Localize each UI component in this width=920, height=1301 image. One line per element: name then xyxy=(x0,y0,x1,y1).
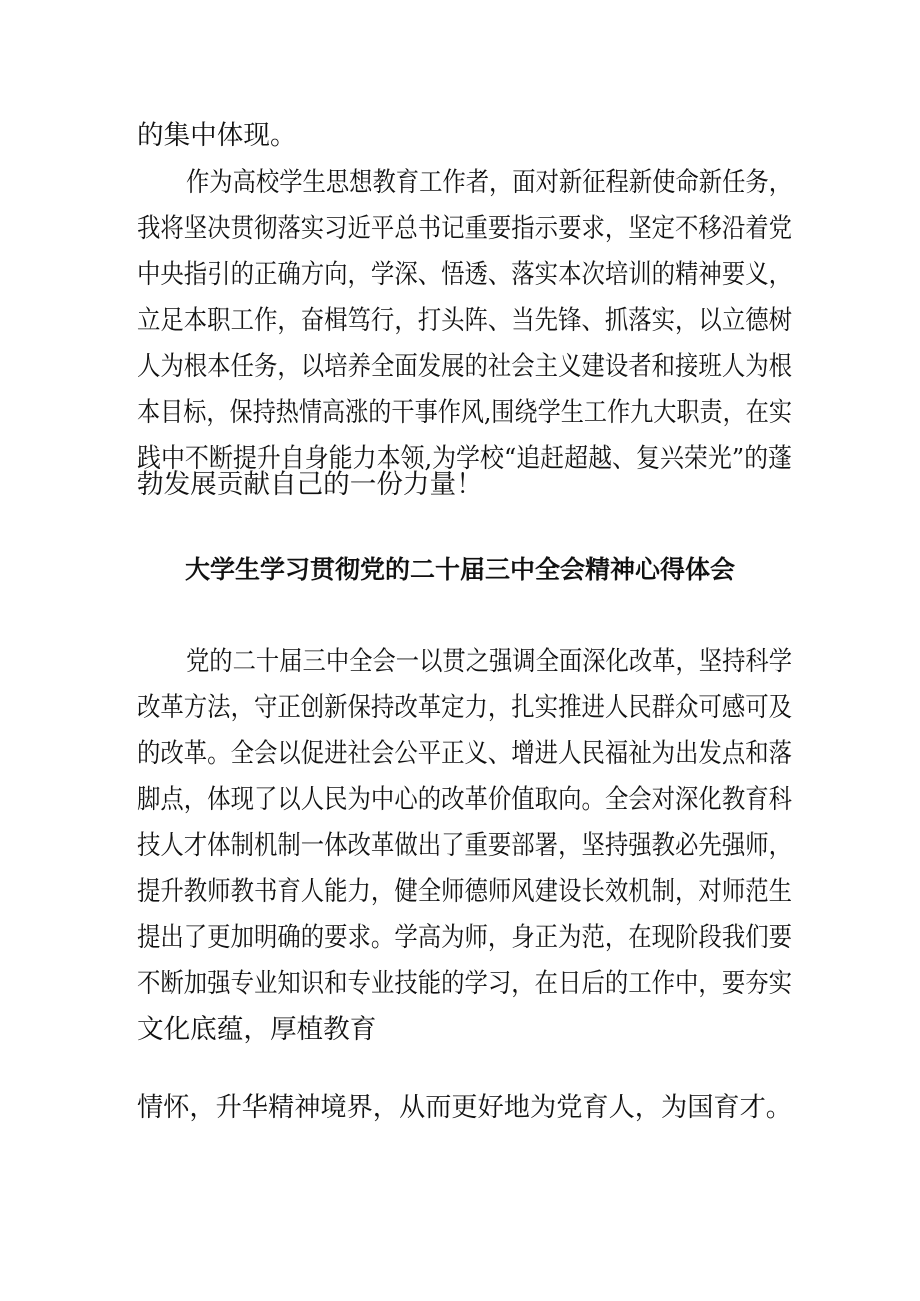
paragraph-line: 情怀，升华精神境界，从而更好地为党育人，为国育才。 xyxy=(137,1092,792,1123)
paragraph-line: 不断加强专业知识和专业技能的学习，在日后的工作中，要夯实 xyxy=(137,968,792,999)
paragraph-line: 勃发展贡献自己的一份力量！ xyxy=(137,469,483,500)
paragraph-line: 提升教师教书育人能力，健全师德师风建设长效机制，对师范生 xyxy=(137,876,792,907)
paragraph-line: 本目标，保持热情高涨的干事作风,围绕学生工作九大职责，在实 xyxy=(137,397,792,428)
paragraph-line: 的改革。全会以促进社会公平正义、增进人民福祉为出发点和落 xyxy=(137,738,792,769)
paragraph-line: 的集中体现。 xyxy=(137,120,297,151)
paragraph-line: 人为根本任务，以培养全面发展的社会主义建设者和接班人为根 xyxy=(137,351,792,382)
paragraph-line: 立足本职工作，奋楫笃行，打头阵、当先锋、抓落实，以立德树 xyxy=(137,305,792,336)
article-title: 大学生学习贯彻党的二十届三中全会精神心得体会 xyxy=(184,555,735,584)
paragraph-line: 我将坚决贯彻落实习近平总书记重要指示要求，坚定不移沿着党 xyxy=(137,213,792,244)
paragraph-line: 提出了更加明确的要求。学高为师，身正为范，在现阶段我们要 xyxy=(137,922,792,953)
paragraph-line: 改革方法，守正创新保持改革定力，扎实推进人民群众可感可及 xyxy=(137,692,792,723)
paragraph-line: 作为高校学生思想教育工作者，面对新征程新使命新任务， xyxy=(186,167,792,198)
paragraph-line: 脚点，体现了以人民为中心的改革价值取向。全会对深化教育科 xyxy=(137,784,792,815)
paragraph-line: 文化底蕴，厚植教育 xyxy=(137,1014,377,1045)
paragraph-line: 践中不断提升自身能力本领,为学校“追赶超越、复兴荣光”的蓬 xyxy=(137,443,792,474)
paragraph-line: 中央指引的正确方向，学深、悟透、落实本次培训的精神要义， xyxy=(137,259,792,290)
paragraph-line: 党的二十届三中全会一以贯之强调全面深化改革，坚持科学 xyxy=(186,646,792,677)
paragraph-line: 技人才体制机制一体改革做出了重要部署，坚持强教必先强师， xyxy=(137,830,792,861)
